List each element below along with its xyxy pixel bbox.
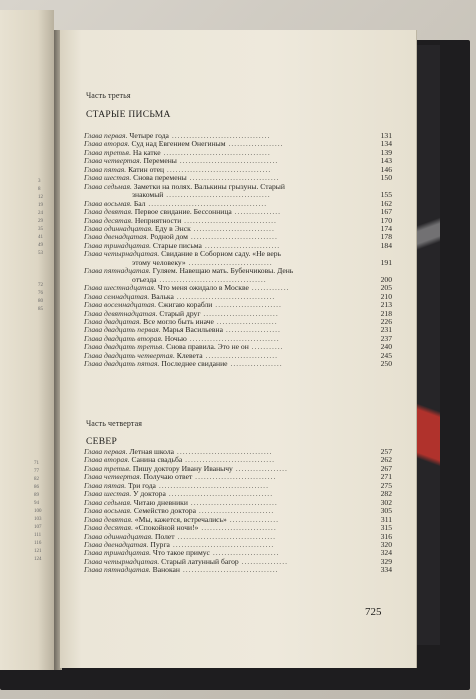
leader-dots: .......................... <box>201 240 281 250</box>
chapter-page: 262 <box>380 455 392 465</box>
chapter-page: 174 <box>380 223 392 233</box>
chapter-label: Глава пятнадцатая. <box>84 266 151 276</box>
chapter-title: Ванокан <box>150 565 180 575</box>
chapter-title: На катке <box>130 147 161 157</box>
chapter-title: Последнее свидание <box>159 359 228 369</box>
chapter-title: Свидание в Соборном саду. «Не верь <box>159 249 281 259</box>
chapter-page: 150 <box>380 173 392 183</box>
leader-dots: ...................................... <box>155 480 269 490</box>
chapter-title: У доктора <box>131 489 166 499</box>
chapter-label: Глава девятая. <box>84 207 133 217</box>
chapter-title: Семейство доктора <box>131 506 196 516</box>
chapter-title-continued: знакомый <box>132 190 164 200</box>
chapter-title: Снова правила. Это не он <box>164 342 249 352</box>
chapter-page: 146 <box>380 164 392 174</box>
leader-dots: ........... <box>248 342 284 352</box>
chapter-label: Глава вторая. <box>84 455 130 465</box>
chapter-page: 271 <box>380 472 392 482</box>
leader-dots: ..................... <box>213 316 278 326</box>
chapter-title: Пишу доктору Ивану Иванычу <box>130 463 233 473</box>
toc-entry-text <box>84 566 370 574</box>
chapter-label: Глава шестнадцатая. <box>84 283 156 293</box>
chapter-label: Глава четырнадцатая. <box>84 249 160 259</box>
chapter-title: Что такое примус <box>151 548 210 558</box>
chapter-label: Глава одиннадцатая. <box>84 531 154 541</box>
chapter-title: Летная школа <box>127 447 175 456</box>
chapter-title: Ночью <box>162 333 187 343</box>
chapter-page: 250 <box>380 359 392 369</box>
chapter-page: 334 <box>380 565 392 575</box>
toc-entry-text <box>84 250 370 267</box>
leader-dots: .................................. <box>176 156 279 166</box>
leader-dots: ................ <box>231 207 282 217</box>
toc-entry <box>84 267 392 284</box>
part3-toc <box>84 132 392 369</box>
chapter-label: Глава пятнадцатая. <box>84 565 151 575</box>
chapter-label: Глава четырнадцатая. <box>84 556 160 566</box>
chapter-page: 245 <box>380 350 392 360</box>
leader-dots: .................................. <box>168 131 271 140</box>
chapter-label: Глава четвертая. <box>84 472 142 482</box>
chapter-title: Первое свидание. Бессонница <box>132 207 232 217</box>
leader-dots: .............................. <box>188 232 278 242</box>
left-page <box>0 10 54 670</box>
chapter-label: Глава третья. <box>84 463 131 473</box>
leader-dots: ................ <box>238 556 288 566</box>
chapter-title: Неприятности <box>132 215 182 225</box>
chapter-label: Глава третья. <box>84 147 131 157</box>
chapter-page: 240 <box>380 342 392 352</box>
chapter-title: Перемены <box>141 156 177 166</box>
leader-dots: .................................... <box>165 489 274 499</box>
leader-dots: ................. <box>226 514 279 524</box>
chapter-label: Глава десятая. <box>84 215 133 225</box>
page-number: 725 <box>365 606 382 618</box>
chapter-label: Глава восемнадцатая. <box>84 300 157 310</box>
chapter-page: 218 <box>380 308 392 318</box>
leader-dots: ................... <box>225 139 284 149</box>
leader-dots: .......................... <box>198 523 277 533</box>
chapter-title-continued: отъезда <box>132 274 157 284</box>
chapter-title: Все могло быть иначе <box>141 316 214 326</box>
chapter-label: Глава тринадцатая. <box>84 240 152 250</box>
chapter-page: 155 <box>380 190 392 200</box>
chapter-page: 267 <box>380 463 392 473</box>
leader-dots: ................... <box>222 325 281 335</box>
chapter-page: 134 <box>380 139 392 149</box>
chapter-title: Марья Васильевна <box>160 325 223 335</box>
leader-dots: ............. <box>248 283 290 293</box>
chapter-label: Глава двадцать пятая. <box>84 359 160 369</box>
chapter-label: Глава восьмая. <box>84 198 132 208</box>
leader-dots: ....................... <box>209 548 280 558</box>
chapter-title: Заметки на полях. Валькины грызуны. Старый <box>131 181 285 191</box>
leader-dots: .................. <box>227 359 283 369</box>
chapter-title: Гуляем. Навещаю мать. Бубенчиковы. День <box>150 266 294 276</box>
chapter-title: «Спокойной ночи!» <box>132 523 199 533</box>
chapter-title: Бал <box>131 198 146 208</box>
chapter-label: Глава двадцать третья. <box>84 342 165 352</box>
chapter-page: 210 <box>380 291 392 301</box>
leader-dots: ............................. <box>185 257 273 267</box>
chapter-page: 324 <box>380 548 392 558</box>
chapter-title: Полет <box>153 531 175 541</box>
part4-label: Часть четвертая <box>86 419 143 428</box>
chapter-title: Три года <box>126 480 156 490</box>
chapter-title: Читаю дневники <box>131 497 188 507</box>
chapter-label: Глава двадцатая. <box>84 316 142 326</box>
toc-entry <box>84 360 392 368</box>
chapter-label: Глава четвертая. <box>84 156 142 166</box>
leader-dots: ............................... <box>182 455 275 465</box>
chapter-page: 200 <box>380 274 392 284</box>
leader-dots: ......................... <box>202 350 279 360</box>
toc-entry-text <box>84 267 370 284</box>
chapter-title: Еду в Энск <box>153 223 191 233</box>
chapter-page: 167 <box>380 207 392 217</box>
chapter-page: 302 <box>380 497 392 507</box>
chapter-title-continued: этому человеку» <box>132 257 186 267</box>
leader-dots: .................................... <box>163 190 271 200</box>
chapter-label: Глава двадцать четвертая. <box>84 350 175 360</box>
chapter-title: Суд над Евгением Онегиным <box>129 139 226 149</box>
chapter-label: Глава девятая. <box>84 514 133 524</box>
part3-title: СТАРЫЕ ПИСЬМА <box>86 110 171 120</box>
chapter-title: Родной дом <box>148 232 188 242</box>
chapter-page: 170 <box>380 215 392 225</box>
leader-dots: ..................................... <box>156 274 267 284</box>
chapter-label: Глава одиннадцатая. <box>84 223 154 233</box>
chapter-page: 143 <box>380 156 392 166</box>
chapter-title: Старый друг <box>157 308 201 318</box>
leader-dots: ................................. <box>179 565 279 575</box>
chapter-label: Глава седьмая. <box>84 497 132 507</box>
part4-title: СЕВЕР <box>86 437 118 447</box>
chapter-title: «Мы, кажется, встречались» <box>132 514 227 524</box>
chapter-label: Глава пятая. <box>84 164 127 174</box>
chapter-page: 282 <box>380 489 392 499</box>
chapter-page: 305 <box>380 506 392 516</box>
leader-dots: .............................. <box>187 497 278 507</box>
leader-dots: ................................ <box>181 215 277 225</box>
chapter-label: Глава двадцать вторая. <box>84 333 163 343</box>
chapter-page: 329 <box>380 556 392 566</box>
chapter-page: 237 <box>380 333 392 343</box>
leader-dots: ............................... <box>186 333 280 343</box>
chapter-title: Четыре года <box>127 131 169 140</box>
chapter-label: Глава шестая. <box>84 489 132 499</box>
chapter-title: Старые письма <box>151 240 202 250</box>
toc-entry <box>84 566 392 574</box>
chapter-title: Получаю ответ <box>141 472 193 482</box>
leader-dots: .................................. <box>173 291 276 301</box>
chapter-label: Глава первая. <box>84 447 128 456</box>
leader-dots: ..................................... <box>160 147 271 157</box>
leader-dots: ......................................... <box>145 198 268 208</box>
chapter-title: Катин отец <box>126 164 165 174</box>
chapter-label: Глава пятая. <box>84 480 127 490</box>
chapter-label: Глава семнадцатая. <box>84 291 150 301</box>
leader-dots: ................................... <box>169 539 275 549</box>
chapter-page: 316 <box>380 531 392 541</box>
leader-dots: .......................... <box>195 506 275 516</box>
chapter-label: Глава двенадцатая. <box>84 232 149 242</box>
chapter-title: Санина свадьба <box>129 455 183 465</box>
chapter-label: Глава седьмая. <box>84 181 132 191</box>
chapter-title: Старый латунный багор <box>159 556 239 566</box>
chapter-label: Глава шестая. <box>84 173 132 183</box>
leader-dots: .................................... <box>164 164 272 174</box>
chapter-title: Снова перемены <box>131 173 187 183</box>
chapter-title: Сжигаю корабли <box>156 300 213 310</box>
chapter-page: 315 <box>380 523 392 533</box>
chapter-label: Глава восьмая. <box>84 506 132 516</box>
leader-dots: ....................... <box>212 300 282 310</box>
chapter-page: 275 <box>380 480 392 490</box>
chapter-page: 311 <box>380 514 392 524</box>
chapter-page: 191 <box>380 257 392 267</box>
part4-toc <box>84 448 392 575</box>
chapter-page: 320 <box>380 539 392 549</box>
chapter-label: Глава девятнадцатая. <box>84 308 158 318</box>
left-page-numbers-top: 3 8 12 19 24 29 35 41 49 53 72 76 80 85 <box>38 179 43 312</box>
leader-dots: ................................. <box>174 447 273 456</box>
chapter-page: 184 <box>380 240 392 250</box>
chapter-page: 231 <box>380 325 392 335</box>
chapter-page: 131 <box>380 131 392 140</box>
toc-entry-text <box>84 360 370 368</box>
chapter-page: 139 <box>380 147 392 157</box>
chapter-label: Глава первая. <box>84 131 128 140</box>
chapter-page: 162 <box>380 198 392 208</box>
chapter-label: Глава десятая. <box>84 523 133 533</box>
chapter-page: 178 <box>380 232 392 242</box>
leader-dots: ............................ <box>190 223 275 233</box>
leader-dots: .................................. <box>174 531 277 541</box>
chapter-page: 257 <box>380 447 392 456</box>
chapter-title: Пурга <box>148 539 170 549</box>
toc-entry-text <box>84 183 370 200</box>
chapter-title: Что меня ожидало в Москве <box>155 283 249 293</box>
chapter-title: Клевета <box>174 350 203 360</box>
chapter-page: 226 <box>380 316 392 326</box>
part3-label: Часть третья <box>86 91 131 100</box>
leader-dots: ............................ <box>192 472 277 482</box>
chapter-label: Глава тринадцатая. <box>84 548 152 558</box>
toc-entry <box>84 183 392 200</box>
leader-dots: .......................... <box>200 308 279 318</box>
chapter-label: Глава двадцать первая. <box>84 325 161 335</box>
leader-dots: ............................... <box>186 173 280 183</box>
chapter-label: Глава вторая. <box>84 139 130 149</box>
chapter-title: Валька <box>149 291 174 301</box>
left-page-numbers-bottom: 71 77 82 86 89 94 100 103 107 111 116 121 124 <box>34 461 42 562</box>
chapter-page: 205 <box>380 283 392 293</box>
toc-entry <box>84 250 392 267</box>
leader-dots: .................. <box>232 463 288 473</box>
chapter-page: 213 <box>380 300 392 310</box>
chapter-label: Глава двенадцатая. <box>84 539 149 549</box>
